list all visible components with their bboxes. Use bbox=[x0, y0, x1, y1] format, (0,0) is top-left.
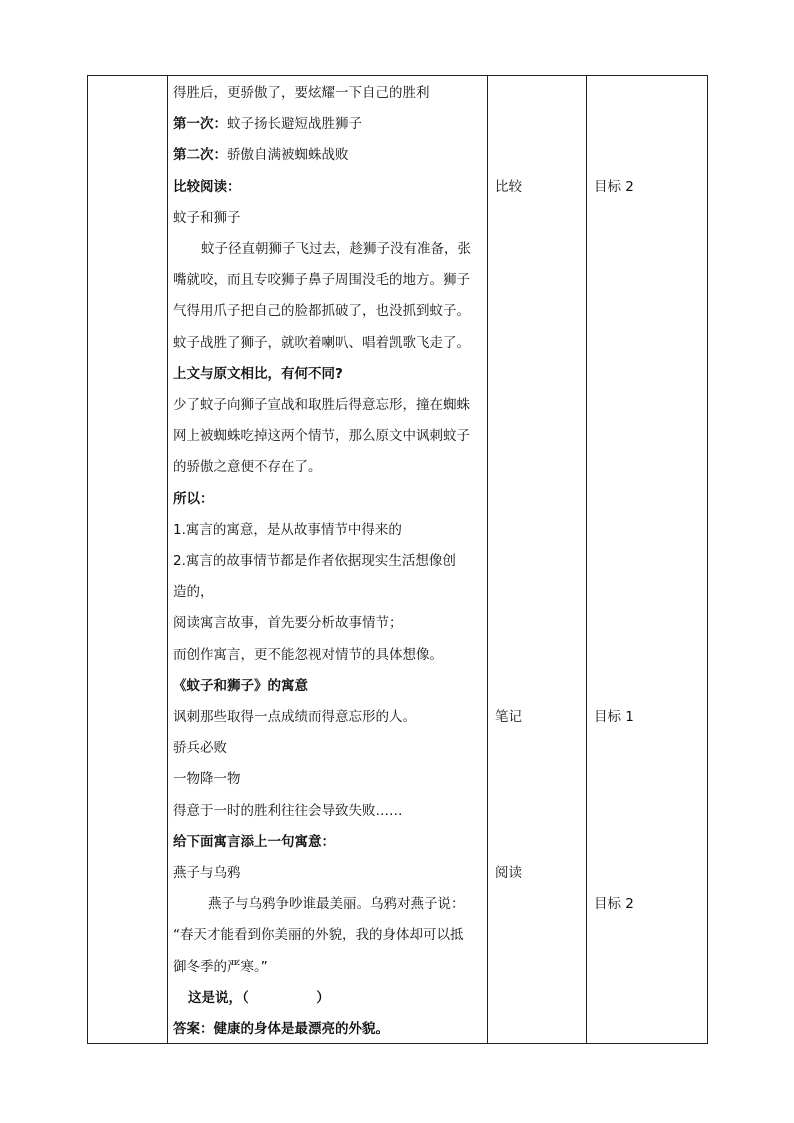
content-line-detail: 蚊子扬长避短战胜狮子 bbox=[227, 116, 362, 132]
content-line: 阅读寓言故事，首先要分析故事情节； bbox=[173, 615, 403, 631]
activity-label-compare: 比较 bbox=[495, 179, 522, 195]
content-line: 少了蚊子向狮子宣战和取胜后得意忘形，撞在蜘蛛 bbox=[173, 397, 470, 413]
content-line: 讽刺那些取得一点成绩而得意忘形的人。 bbox=[173, 709, 416, 725]
content-line: 1.寓言的寓意，是从故事情节中得来的 bbox=[173, 522, 402, 538]
content-line: 蚊子战胜了狮子，就吹着喇叭、唱着凯歌飞走了。 bbox=[173, 335, 470, 351]
goal-label: 目标 1 bbox=[594, 709, 634, 725]
activity-cell bbox=[488, 76, 587, 1044]
content-line: 骄兵必败 bbox=[173, 740, 227, 756]
section-heading: 《蚊子和狮子》的寓意 bbox=[173, 678, 308, 694]
content-line: 燕子与乌鸦争吵谁最美丽。乌鸦对燕子说： bbox=[208, 896, 465, 912]
content-line-detail: 骄傲自满被蜘蛛战败 bbox=[227, 147, 349, 163]
section-heading: 比较阅读： bbox=[173, 179, 241, 195]
activity-label-reading: 阅读 bbox=[495, 865, 522, 881]
section-heading: 上文与原文相比，有何不同? bbox=[173, 366, 343, 382]
content-line: 造的， bbox=[173, 584, 214, 600]
content-line: 网上被蜘蛛吃掉这两个情节，那么原文中讽刺蚊子 bbox=[173, 428, 470, 444]
content-line: “春天才能看到你美丽的外貌，我的身体却可以抵 bbox=[173, 927, 464, 943]
answer-line: 答案：健康的身体是最漂亮的外貌。 bbox=[173, 1021, 389, 1037]
story-title: 蚊子和狮子 bbox=[173, 210, 241, 226]
content-line: 而创作寓言，更不能忽视对情节的具体想像。 bbox=[173, 647, 443, 663]
goal-label: 目标 2 bbox=[594, 896, 634, 912]
content-line: 一物降一物 bbox=[173, 771, 241, 787]
content-line-heading: 第一次： bbox=[173, 116, 227, 132]
table-row bbox=[88, 76, 708, 1044]
content-line: 得胜后，更骄傲了，要炫耀一下自己的胜利 bbox=[173, 85, 430, 101]
section-heading: 所以： bbox=[173, 491, 214, 507]
blank-column-cell bbox=[88, 76, 168, 1044]
content-line: 得意于一时的胜利往往会导致失败…… bbox=[173, 803, 403, 819]
activity-label-notes: 笔记 bbox=[495, 709, 522, 725]
content-line-heading: 第二次： bbox=[173, 147, 227, 163]
blank-prompt: 这是说，（ ） bbox=[188, 990, 330, 1006]
section-heading: 给下面寓言添上一句寓意： bbox=[173, 834, 335, 850]
content-line: 的骄傲之意便不存在了。 bbox=[173, 459, 322, 475]
content-line: 2.寓言的故事情节都是作者依据现实生活想像创 bbox=[173, 553, 456, 569]
content-line: 嘴就咬，而且专咬狮子鼻子周围没毛的地方。狮子 bbox=[173, 272, 470, 288]
content-line bbox=[173, 115, 362, 133]
content-line bbox=[173, 146, 349, 164]
goal-cell bbox=[587, 76, 708, 1044]
story-title: 燕子与乌鸦 bbox=[173, 865, 241, 881]
teaching-content-cell bbox=[168, 76, 488, 1044]
lesson-plan-table bbox=[87, 75, 708, 1044]
content-line: 御冬季的严寒。” bbox=[173, 959, 268, 975]
content-line: 气得用爪子把自己的脸都抓破了，也没抓到蚊子。 bbox=[173, 303, 470, 319]
content-line: 蚊子径直朝狮子飞过去，趁狮子没有准备，张 bbox=[201, 241, 471, 257]
goal-label: 目标 2 bbox=[594, 179, 634, 195]
